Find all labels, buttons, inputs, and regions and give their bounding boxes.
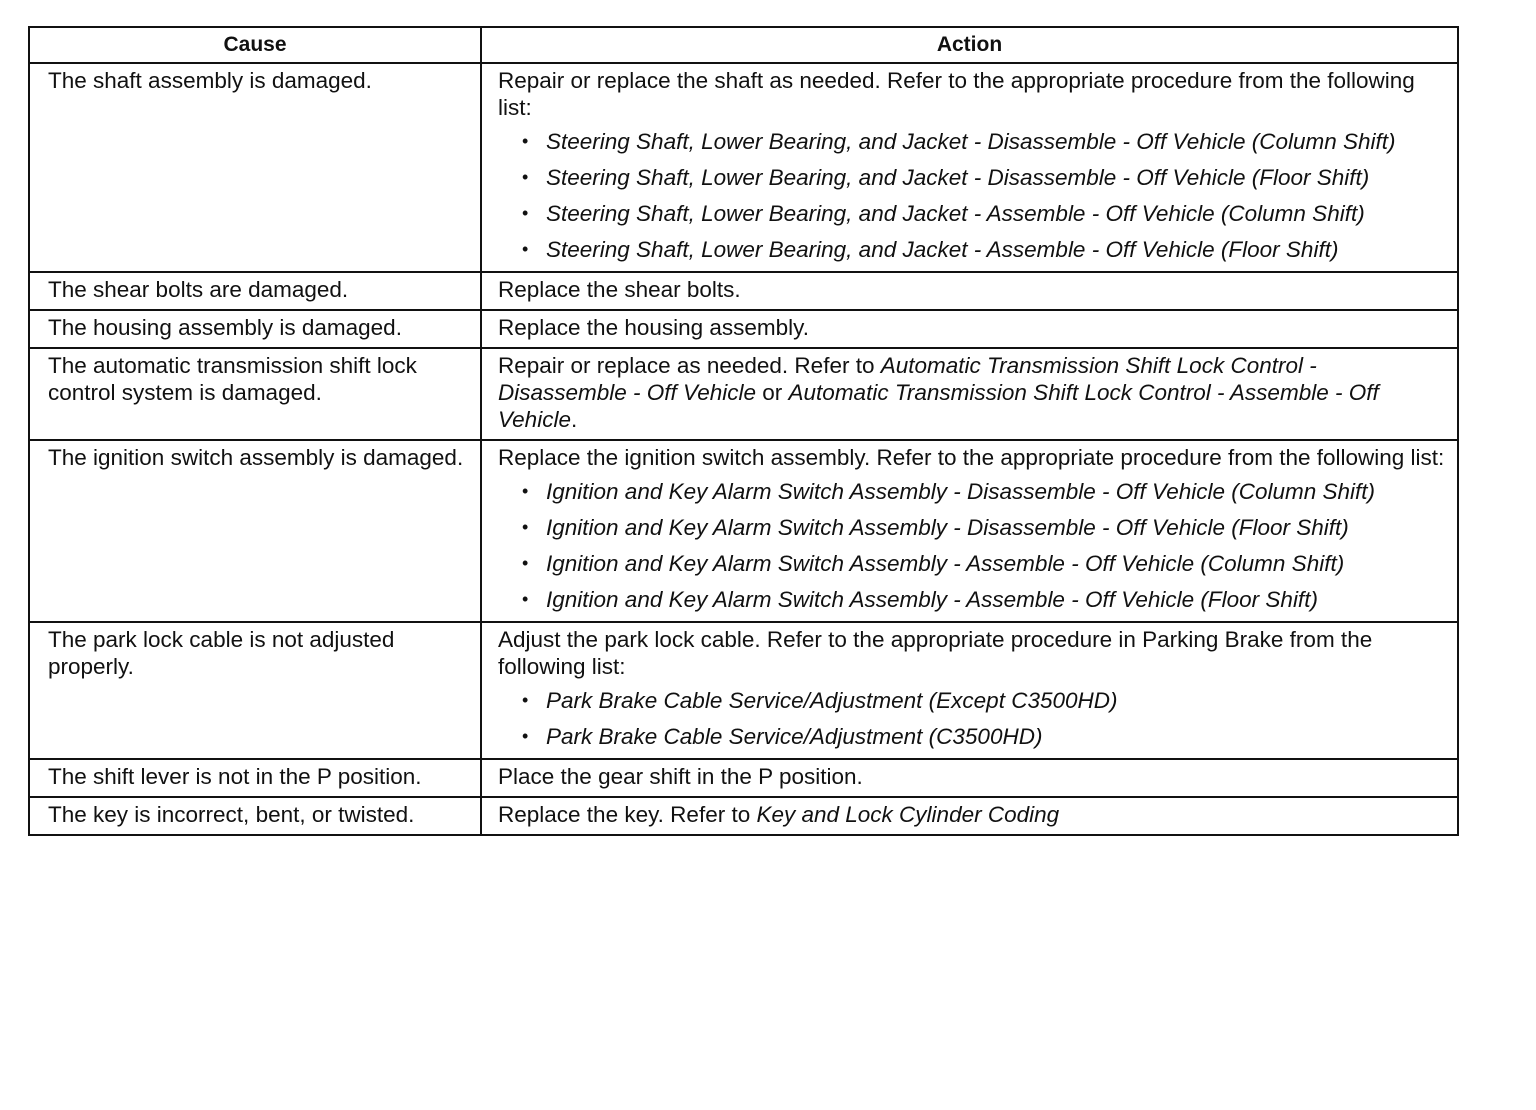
- action-text-segment: Replace the housing assembly.: [498, 315, 810, 340]
- action-text-segment: Adjust the park lock cable. Refer to the appropriate procedure in Parking Brake from the following list:: [498, 627, 1373, 679]
- procedure-list: [498, 478, 1445, 613]
- action-text: [498, 801, 1445, 828]
- action-cell: [481, 272, 1458, 310]
- diagnostic-table: [28, 26, 1459, 836]
- table-row: [29, 797, 1458, 835]
- action-text: [498, 352, 1445, 433]
- procedure-list-item: • Ignition and Key Alarm Switch Assembly - Disassemble - Off Vehicle (Column Shift): [546, 478, 1445, 505]
- procedure-list-item: • Steering Shaft, Lower Bearing, and Jacket - Disassemble - Off Vehicle (Floor Shift): [546, 164, 1445, 191]
- action-cell: [481, 797, 1458, 835]
- cause-cell: The automatic transmission shift lock control system is damaged.: [29, 348, 481, 440]
- action-text: [498, 276, 1445, 303]
- action-text-segment: Repair or replace as needed. Refer to: [498, 353, 881, 378]
- procedure-list-item: • Steering Shaft, Lower Bearing, and Jacket - Assemble - Off Vehicle (Column Shift): [546, 200, 1445, 227]
- cause-cell: The housing assembly is damaged.: [29, 310, 481, 348]
- action-text-segment: Replace the ignition switch assembly. Refer to the appropriate procedure from the following list:: [498, 445, 1445, 470]
- procedure-list: [498, 128, 1445, 263]
- table-row: [29, 348, 1458, 440]
- procedure-list-item: • Park Brake Cable Service/Adjustment (C3500HD): [546, 723, 1445, 750]
- action-header: Action: [481, 27, 1458, 63]
- action-text-segment: .: [570, 407, 578, 432]
- action-text-segment: Replace the key. Refer to: [498, 802, 757, 827]
- table-row: [29, 63, 1458, 272]
- procedure-list: [498, 687, 1445, 750]
- action-text: [498, 67, 1445, 121]
- action-text: [498, 763, 1445, 790]
- table-body: [29, 63, 1458, 835]
- action-text-segment: Repair or replace the shaft as needed. Refer to the appropriate procedure from the following list:: [498, 68, 1415, 120]
- table-row: [29, 440, 1458, 622]
- procedure-reference: Automatic Transmission Shift Lock Control - Assemble - Off Vehicle: [498, 380, 1379, 432]
- action-text-segment: Place the gear shift in the P position.: [498, 764, 863, 789]
- cause-header: Cause: [29, 27, 481, 63]
- action-text-segment: Replace the shear bolts.: [498, 277, 741, 302]
- action-cell: [481, 63, 1458, 272]
- cause-cell: The shift lever is not in the P position.: [29, 759, 481, 797]
- procedure-list-item: • Steering Shaft, Lower Bearing, and Jacket - Assemble - Off Vehicle (Floor Shift): [546, 236, 1445, 263]
- procedure-list-item: • Ignition and Key Alarm Switch Assembly - Disassemble - Off Vehicle (Floor Shift): [546, 514, 1445, 541]
- action-text: [498, 444, 1445, 471]
- action-cell: [481, 440, 1458, 622]
- cause-cell: The ignition switch assembly is damaged.: [29, 440, 481, 622]
- cause-cell: The shear bolts are damaged.: [29, 272, 481, 310]
- table-row: [29, 622, 1458, 759]
- table-row: [29, 759, 1458, 797]
- cause-cell: The park lock cable is not adjusted properly.: [29, 622, 481, 759]
- header-row: [29, 27, 1458, 63]
- action-cell: [481, 310, 1458, 348]
- action-cell: [481, 348, 1458, 440]
- action-text-segment: or: [756, 380, 789, 405]
- action-cell: [481, 622, 1458, 759]
- action-cell: [481, 759, 1458, 797]
- procedure-list-item: • Park Brake Cable Service/Adjustment (Except C3500HD): [546, 687, 1445, 714]
- procedure-list-item: • Steering Shaft, Lower Bearing, and Jacket - Disassemble - Off Vehicle (Column Shift): [546, 128, 1445, 155]
- table-row: [29, 310, 1458, 348]
- procedure-reference: Key and Lock Cylinder Coding: [756, 802, 1060, 827]
- cause-cell: The shaft assembly is damaged.: [29, 63, 481, 272]
- action-text: [498, 314, 1445, 341]
- procedure-reference: Automatic Transmission Shift Lock Control - Disassemble - Off Vehicle: [498, 353, 1317, 405]
- procedure-list-item: • Ignition and Key Alarm Switch Assembly - Assemble - Off Vehicle (Floor Shift): [546, 586, 1445, 613]
- cause-cell: The key is incorrect, bent, or twisted.: [29, 797, 481, 835]
- procedure-list-item: • Ignition and Key Alarm Switch Assembly - Assemble - Off Vehicle (Column Shift): [546, 550, 1445, 577]
- table-row: [29, 272, 1458, 310]
- action-text: [498, 626, 1445, 680]
